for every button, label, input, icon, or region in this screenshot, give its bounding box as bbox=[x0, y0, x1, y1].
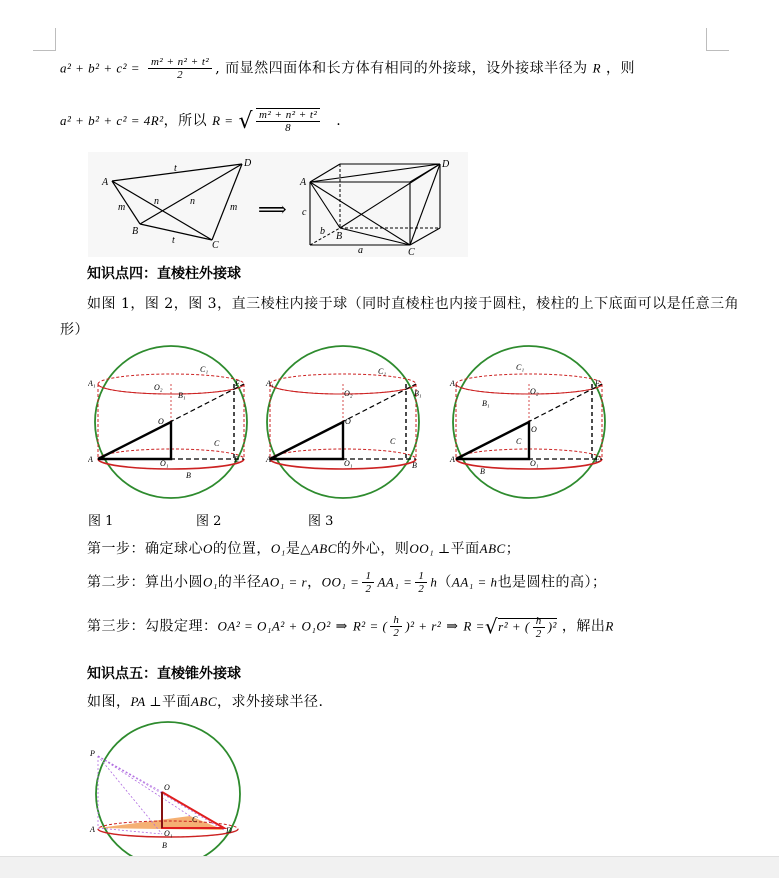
fig3-label-C: C bbox=[516, 437, 522, 446]
line-2-end: . bbox=[336, 113, 342, 129]
fig3-label-E: E bbox=[595, 455, 600, 464]
fig2-label-C1: C₁ bbox=[378, 367, 387, 376]
fig3-label-O1: O₁ bbox=[530, 459, 539, 468]
section-4-para-line-2: 形） bbox=[60, 322, 89, 338]
line-2 bbox=[60, 108, 341, 134]
step-3: 第三步：勾股定理：OA² = O₁A² + O₁O² ⇒ R² = ( $\frac{h}{2}$ )² + r² ⇒ R =√r² + ( $\frac{h}{2}$ )² ，解出R bbox=[87, 614, 614, 641]
fig2-label-A1: A₁ bbox=[266, 379, 274, 388]
label-n-left: n bbox=[154, 196, 159, 207]
label-n-right: n bbox=[190, 196, 195, 207]
fig1-label-A: A bbox=[88, 455, 93, 464]
fig1-label-E: E bbox=[234, 455, 239, 464]
section-5-para: 如图，PA ⊥平面ABC，求外接球半径. bbox=[87, 694, 324, 710]
fig3-label-A1: A₁ bbox=[450, 379, 458, 388]
label-m-left: m bbox=[118, 202, 126, 213]
page-corner-top-left bbox=[33, 28, 56, 51]
fig1-label-B: B bbox=[186, 471, 191, 480]
fig2-label-B1: B₁ bbox=[414, 389, 422, 398]
fig3-label-O2: O₂ bbox=[530, 387, 539, 396]
label-P: P bbox=[90, 749, 95, 758]
box-label-A: A bbox=[300, 177, 307, 188]
fig2-label-O1: O₁ bbox=[344, 459, 353, 468]
formula-4R2: a² + b² + c² = 4R² bbox=[60, 113, 164, 128]
fig3-label-O: O bbox=[531, 425, 537, 434]
box-label-c: c bbox=[302, 207, 307, 218]
fig3-label-B1: B₁ bbox=[482, 399, 490, 408]
fig2-label-C: C bbox=[390, 437, 396, 446]
page-corner-top-right bbox=[706, 28, 729, 51]
fig2-label-O: O bbox=[345, 417, 351, 426]
label-C: C bbox=[192, 815, 198, 824]
section-4-heading: 知识点四：直棱柱外接球 bbox=[87, 266, 241, 282]
label-B: B bbox=[162, 841, 167, 850]
fig1-label-C1: C₁ bbox=[200, 365, 209, 374]
fig1-label-O2: O₂ bbox=[154, 383, 163, 392]
label-t-bottom: t bbox=[172, 235, 175, 246]
line-1-text: , 而显然四面体和长方体有相同的外接球，设外接球半径为 bbox=[215, 60, 588, 77]
formula-R-equals: R = bbox=[212, 113, 234, 128]
viewer-bottom-bar bbox=[0, 856, 779, 878]
label-B: B bbox=[132, 226, 139, 237]
line-1 bbox=[60, 56, 635, 81]
formula-sum-squares: a² + b² + c² = bbox=[60, 60, 141, 76]
fig3-label-F: F bbox=[595, 379, 600, 388]
box-label-D: D bbox=[442, 159, 450, 170]
fig3-label-C1: C₁ bbox=[516, 363, 525, 372]
label-C: C bbox=[212, 240, 219, 251]
line-2-text: ，所以 bbox=[163, 113, 208, 129]
fig2-label-O2: O₂ bbox=[344, 389, 353, 398]
label-t-top: t bbox=[174, 163, 177, 174]
step-1: 第一步：确定球心O的位置，O₁是△ABC的外心，则OO₁ ⊥平面ABC； bbox=[87, 541, 521, 557]
label-D: D bbox=[226, 826, 232, 835]
var-R: R bbox=[592, 60, 602, 76]
label-O: O bbox=[164, 783, 170, 792]
pyramid-sphere-figure bbox=[86, 716, 246, 856]
box-label-b: b bbox=[320, 226, 325, 237]
fig1-label-A1: A₁ bbox=[88, 379, 96, 388]
sphere-figures bbox=[88, 344, 618, 504]
fig1-label-F: F bbox=[235, 379, 240, 388]
label-O1: O₁ bbox=[164, 829, 173, 838]
line-1-tail: ，则 bbox=[606, 60, 635, 77]
fig2-label-B: B bbox=[412, 461, 417, 470]
implies-arrow: ⟹ bbox=[258, 199, 287, 221]
sphere-fig-1 bbox=[95, 346, 247, 498]
section-4-para-line-1: 如图 1，图 2，图 3，直三棱柱内接于球（同时直棱柱也内接于圆柱，棱柱的上下底面可以是任意三角 bbox=[87, 296, 740, 312]
section-5-heading: 知识点五：直棱锥外接球 bbox=[87, 666, 241, 682]
caption-fig-3: 图 3 bbox=[308, 514, 334, 529]
fig2-label-A: A bbox=[266, 455, 271, 464]
box-label-B: B bbox=[336, 231, 343, 242]
label-m-right: m bbox=[230, 202, 238, 213]
sqrt-sign: √ bbox=[238, 108, 254, 134]
fig1-label-B1: B₁ bbox=[178, 391, 186, 400]
fraction-mnt-over-8: $\frac{\text{m² + n² + t²}}{8}$ bbox=[256, 108, 320, 134]
label-A: A bbox=[90, 825, 95, 834]
box-label-C: C bbox=[408, 247, 415, 257]
label-D: D bbox=[244, 158, 252, 169]
step-2: 第二步：算出小圆O₁的半径AO₁ = r，OO₁ = $\frac{1}{2}$ AA₁ = $\frac{1}{2}$ h（AA₁ = h也是圆柱的高）； bbox=[87, 570, 607, 595]
sphere-fig-3 bbox=[453, 346, 605, 498]
fig3-label-B: B bbox=[480, 467, 485, 476]
caption-fig-2: 图 2 bbox=[196, 514, 222, 529]
box-label-a: a bbox=[358, 245, 363, 256]
caption-fig-1: 图 1 bbox=[88, 514, 114, 529]
sphere-fig-2 bbox=[267, 346, 419, 498]
fraction-mnt-over-2: $\frac{\text{m² + n² + t²}}{2}$ bbox=[148, 56, 212, 81]
fig3-label-A: A bbox=[450, 455, 455, 464]
label-A: A bbox=[102, 177, 109, 188]
fig1-label-O: O bbox=[158, 417, 164, 426]
tetrahedron-box-figure bbox=[88, 152, 468, 257]
fig1-label-C: C bbox=[214, 439, 220, 448]
fig1-label-O1: O₁ bbox=[160, 459, 169, 468]
